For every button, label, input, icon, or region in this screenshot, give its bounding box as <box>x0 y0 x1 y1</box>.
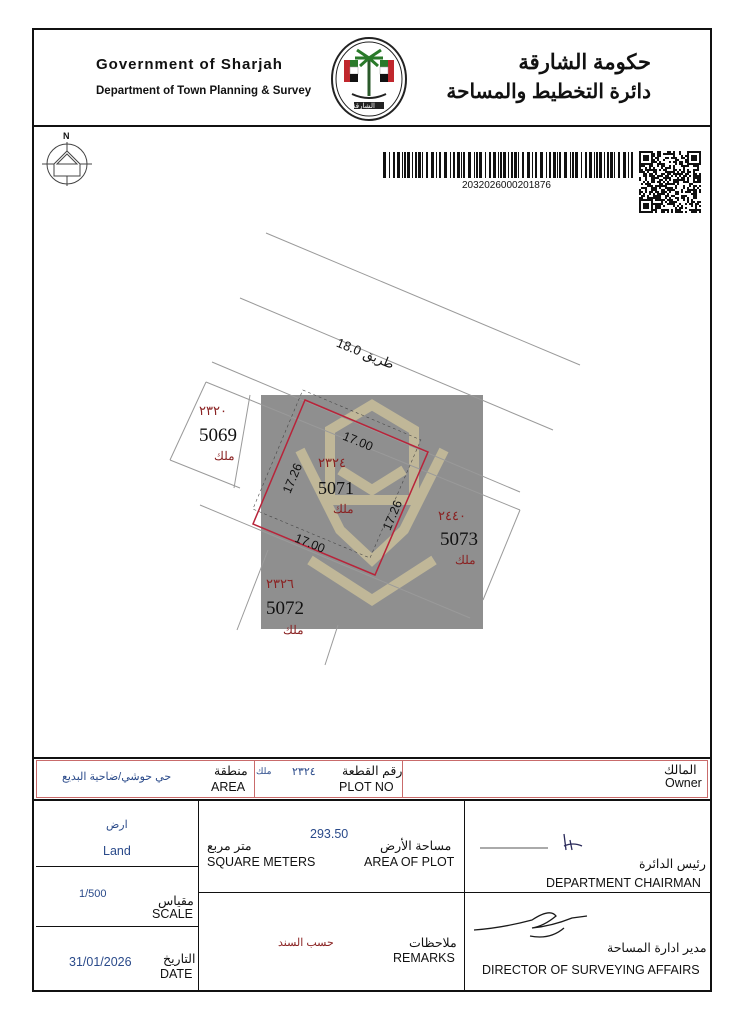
owner-label-ar: المالك <box>664 763 697 777</box>
divider-area <box>254 760 255 798</box>
area-of-plot-value: 293.50 <box>310 827 349 841</box>
area-of-plot-label-ar: مساحة الأرض <box>380 839 452 853</box>
neighbor-5069-owner: ملك <box>214 449 235 463</box>
left-row-line-1 <box>36 866 198 867</box>
area-label-en: AREA <box>211 780 246 794</box>
neighbor-5069-number: 5069 <box>199 425 237 446</box>
director-signature-icon <box>472 902 592 944</box>
neighbor-5069-ar: ٢٣٢٠ <box>199 403 227 418</box>
scale-label-ar: مقياس <box>158 894 194 908</box>
land-value-en: Land <box>103 844 131 858</box>
dimension-right: 17.26 <box>380 498 406 533</box>
mid-row-line <box>198 892 710 893</box>
dimension-bottom: 17.00 <box>292 531 328 556</box>
remarks-value: حسب السند <box>278 937 334 949</box>
square-meters-ar: متر مربع <box>207 839 252 853</box>
department-title-en: Department of Town Planning & Survey <box>96 85 312 97</box>
neighbor-5072-owner: ملك <box>283 623 304 637</box>
area-label-ar: منطقة <box>214 764 248 778</box>
row-divider-1 <box>34 799 710 801</box>
department-title-ar: دائرة التخطيط والمساحة <box>446 81 651 103</box>
col-divider-right <box>464 800 465 990</box>
remarks-label-ar: ملاحظات <box>409 936 457 950</box>
table-top-line <box>34 757 710 759</box>
road-label: طريق 18.0 <box>334 335 397 372</box>
land-value-ar: ارض <box>106 819 128 831</box>
date-label-en: DATE <box>160 967 193 981</box>
north-label: N <box>63 131 70 141</box>
neighbor-5072-number: 5072 <box>266 598 304 619</box>
neighbor-5072-ar: ٢٣٢٦ <box>266 576 294 591</box>
square-meters-en: SQUARE METERS <box>207 855 316 869</box>
scale-value: 1/500 <box>79 888 107 900</box>
dimension-left: 17.26 <box>280 461 306 496</box>
scale-label-en: SCALE <box>152 907 193 921</box>
plot-no-label-ar: رقم القطعة <box>342 764 403 778</box>
remarks-label-en: REMARKS <box>393 951 455 965</box>
plot-number: 5071 <box>318 478 354 498</box>
area-value: حي حوشي/ضاحية البديع <box>62 771 172 783</box>
chairman-label-en: DEPARTMENT CHAIRMAN <box>546 876 701 890</box>
government-title-en: Government of Sharjah <box>96 56 283 73</box>
emblem-caption: الشارقة <box>352 103 375 110</box>
chairman-signature-icon <box>478 828 588 858</box>
owner-label-en: Owner <box>665 776 702 790</box>
neighbor-5073-owner: ملك <box>455 553 476 567</box>
plot-owner-label: ملك <box>333 502 354 516</box>
col-divider-left <box>198 800 199 990</box>
government-title-ar: حكومة الشارقة <box>518 51 651 74</box>
neighbor-5073-number: 5073 <box>440 529 478 550</box>
neighbor-5073-ar: ٢٤٤٠ <box>438 508 466 523</box>
plot-no-label-en: PLOT NO <box>339 780 394 794</box>
chairman-label-ar: رئيس الدائرة <box>639 857 706 871</box>
date-label-ar: التاريخ <box>163 952 196 966</box>
plot-no-value: ٢٣٢٤ <box>292 766 316 778</box>
date-value: 31/01/2026 <box>69 955 132 969</box>
plot-type-small: ملك <box>256 766 272 776</box>
director-label-ar: مدير ادارة المساحة <box>607 941 707 955</box>
left-row-line-2 <box>36 926 198 927</box>
dimension-top: 17.00 <box>340 429 376 454</box>
area-of-plot-label-en: AREA OF PLOT <box>364 855 455 869</box>
barcode-number: 2032026000201876 <box>462 180 551 191</box>
plot-number-ar: ٢٣٢٤ <box>318 455 346 470</box>
director-label-en: DIRECTOR OF SURVEYING AFFAIRS <box>482 963 700 977</box>
